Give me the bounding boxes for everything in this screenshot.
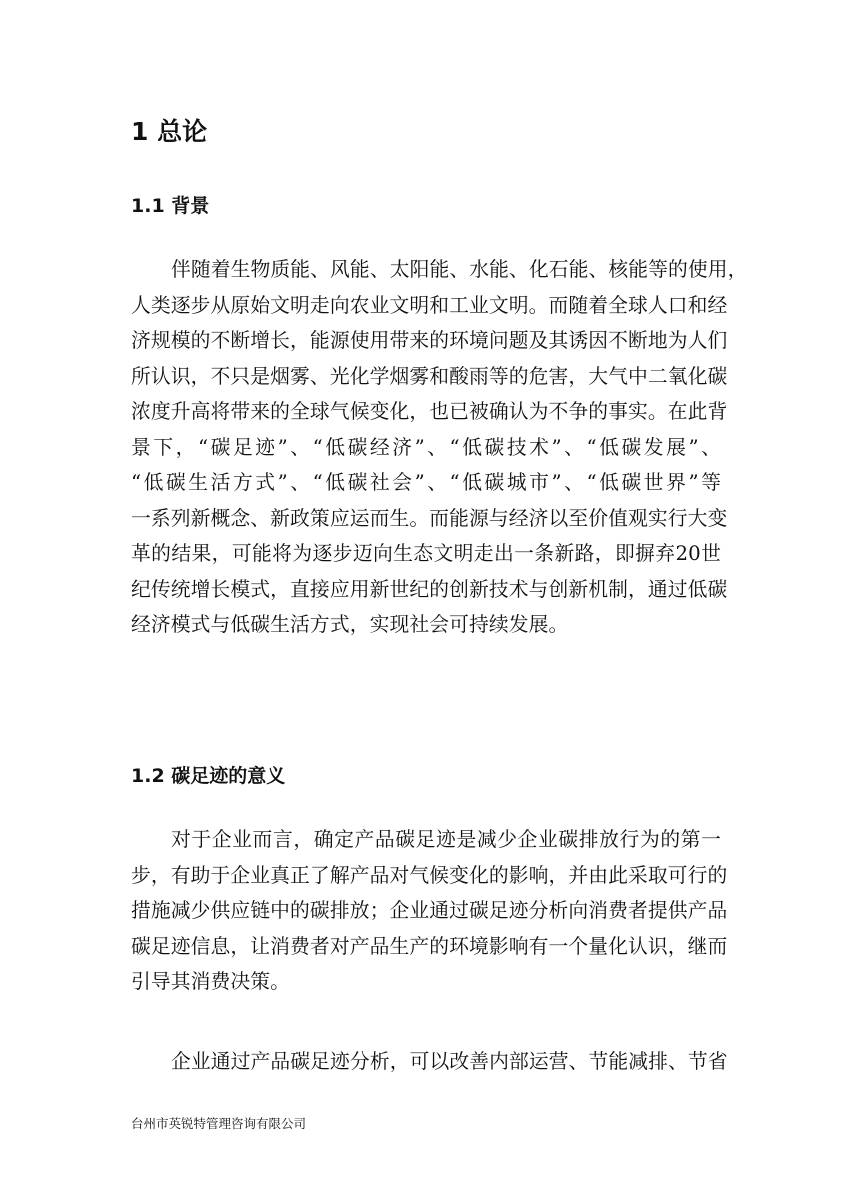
paragraph-line: 企业通过产品碳足迹分析，可以改善内部运营、节能减排、节省: [171, 1050, 728, 1073]
paragraph-line: 一系列新概念、新政策应运而生。而能源与经济以至价值观实行大变: [131, 506, 728, 530]
analysis-paragraph: [131, 1044, 728, 1080]
paragraph-line: 浓度升高将带来的全球气候变化，也已被确认为不争的事实。在此背: [131, 400, 728, 423]
paragraph-line: 革的结果，可能将为逐步迈向生态文明走出一条新路，即摒弃20世: [131, 542, 721, 565]
paragraph-line: 步，有助于企业真正了解产品对气候变化的影响，并由此采取可行的: [131, 863, 728, 887]
paragraph-line: 碳足迹信息，让消费者对产品生产的环境影响有一个量化认识，继而: [131, 934, 728, 958]
paragraph-line: 景下，“碳足迹”、“低碳经济”、“低碳技术”、“低碳发展”、: [131, 435, 721, 459]
background-paragraph: [131, 252, 748, 643]
paragraph-line: 引导其消费决策。: [131, 970, 291, 993]
chapter-heading: 1 总论: [131, 117, 208, 146]
paragraph-line: 伴随着生物质能、风能、太阳能、水能、化石能、核能等的使用，: [171, 258, 748, 281]
paragraph-line: 所认识，不只是烟雾、光化学烟雾和酸雨等的危害，大气中二氧化碳: [131, 364, 728, 388]
paragraph-line: 人类逐步从原始文明走向农业文明和工业文明。而随着全球人口和经: [131, 293, 728, 317]
paragraph-line: 措施减少供应链中的碳排放；企业通过碳足迹分析向消费者提供产品: [131, 899, 728, 922]
section-heading-background: 1.1 背景: [131, 195, 210, 217]
page-footer-company: 台州市英锐特管理咨询有限公司: [131, 1116, 307, 1131]
paragraph-line: 济规模的不断增长，能源使用带来的环境问题及其诱因不断地为人们: [131, 329, 728, 352]
significance-paragraph: [131, 822, 728, 1000]
paragraph-line: 纪传统增长模式，直接应用新世纪的创新技术与创新机制，通过低碳: [131, 577, 728, 601]
paragraph-line: “低碳生活方式”、“低碳社会”、“低碳城市”、“低碳世界”等: [131, 471, 721, 494]
paragraph-line: 对于企业而言，确定产品碳足迹是减少企业碳排放行为的第一: [171, 828, 721, 851]
paragraph-line: 经济模式与低碳生活方式，实现社会可持续发展。: [131, 613, 569, 636]
section-heading-carbon-footprint: 1.2 碳足迹的意义: [131, 765, 286, 787]
